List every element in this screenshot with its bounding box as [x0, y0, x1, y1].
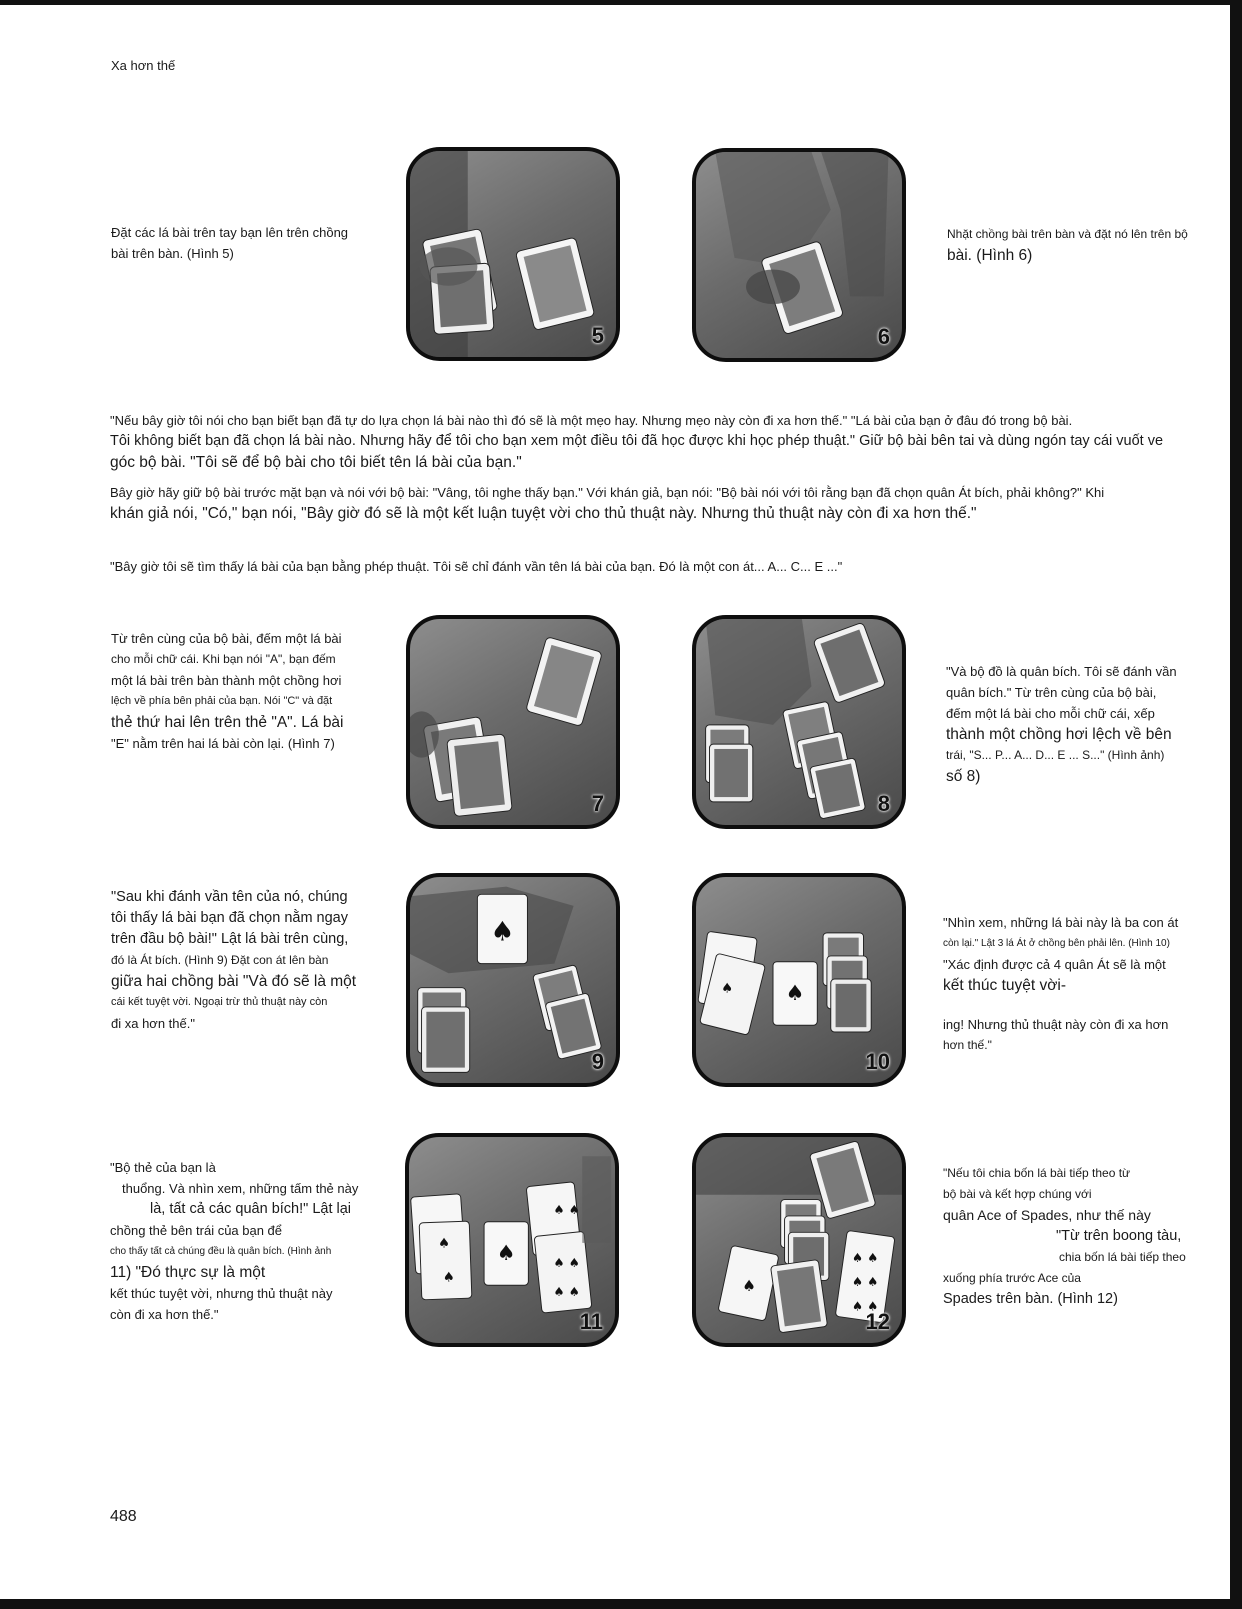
svg-text:♠: ♠: [437, 1235, 450, 1252]
paragraph-2: Bây giờ hãy giữ bộ bài trước mặt bạn và nói với bộ bài: "Vâng, tôi nghe thấy bạn." Với khán giả, bạn nói: "Bộ bài nói với tôi rằng bạn đã chọn quân Át bích, phải không?" Khi khán giả nói, "Có," bạn nói, "Bây giờ đó sẽ là một kết luận tuyệt vời cho thủ thuật này. Nhưng thủ thuật này còn đi xa hơn thế.": [110, 485, 1105, 522]
photo-figure-11: [405, 1133, 619, 1347]
caption-figure-12: "Nếu tôi chia bốn lá bài tiếp theo từ bộ bài và kết hợp chúng với quân Ace of Spades, như thế này "Từ trên boong tàu, chia bốn lá bài tiếp theo xuống phía trước Ace của Spades trên bàn. (Hình 12): [943, 1166, 1186, 1307]
svg-text:♠: ♠: [721, 980, 734, 997]
caption-figure-5: Đặt các lá bài trên tay bạn lên trên chồng bài trên bàn. (Hình 5): [111, 225, 349, 261]
page-number: 488: [110, 1508, 137, 1525]
photo-figure-8: [692, 615, 906, 829]
photo-figure-12: [692, 1133, 906, 1347]
svg-text:♠ ♠: ♠ ♠: [851, 1298, 879, 1314]
photo-figure-9: [406, 873, 620, 1087]
figure-number: 5: [591, 323, 604, 348]
figure-number: 7: [591, 791, 604, 816]
photo-figure-6: [692, 148, 906, 362]
photo-figure-8-scene: [696, 619, 902, 825]
svg-text:♠: ♠: [490, 916, 515, 948]
photo-figure-5-scene: [410, 151, 616, 357]
figure-number: 12: [865, 1309, 890, 1334]
caption-figure-7: Từ trên cùng của bộ bài, đếm một lá bài cho mỗi chữ cái. Khi bạn nói "A", bạn đếm một lá bài trên bàn thành một chồng hơi lệch về phía bên phải của bạn. Nói "C" và đặt thẻ thứ hai lên trên thẻ "A". Lá bài "E" nằm trên hai lá bài còn lại. (Hình 7): [111, 631, 344, 751]
svg-text:♠ ♠: ♠ ♠: [851, 1250, 879, 1266]
bottom-border: [0, 1599, 1242, 1609]
svg-text:♠: ♠: [742, 1277, 757, 1296]
page-header: Xa hơn thế: [111, 58, 176, 73]
svg-text:♠ ♠: ♠ ♠: [553, 1283, 580, 1299]
caption-figure-6: Nhặt chồng bài trên bàn và đặt nó lên trên bộ bài. (Hình 6): [947, 227, 1188, 264]
caption-figure-9: "Sau khi đánh vần tên của nó, chúng tôi thấy lá bài bạn đã chọn nằm ngay trên đầu bộ bài!" Lật lá bài trên cùng, đó là Át bích. (Hình 9) Đặt con át lên bàn giữa hai chồng bài "Và đó sẽ là một cái kết tuyệt vời. Ngoại trừ thủ thuật này còn đi xa hơn thế.": [111, 889, 357, 1031]
figure-number: 11: [579, 1309, 603, 1334]
svg-text:♠ ♠: ♠ ♠: [553, 1254, 580, 1270]
caption-figure-11: "Bộ thẻ của bạn là thuổng. Và nhìn xem, những tấm thẻ này là, tất cả các quân bích!" Lật lại chồng thẻ bên trái của bạn để cho thấy tất cả chúng đều là quân bích. (Hình ảnh 11) "Đó thực sự là một kết thúc tuyệt vời, nhưng thủ thuật này còn đi xa hơn thế.": [110, 1160, 359, 1322]
svg-text:♠ ♠: ♠ ♠: [553, 1202, 580, 1218]
svg-text:♠: ♠: [496, 1240, 516, 1266]
photo-figure-9-scene: [410, 877, 616, 1083]
figure-number: 6: [877, 324, 890, 349]
figure-number: 8: [877, 791, 890, 816]
photo-figure-7-scene: [410, 619, 616, 825]
top-border: [0, 0, 1242, 5]
caption-figure-10: "Nhìn xem, những lá bài này là ba con át còn lại." Lật 3 lá Át ở chồng bên phải lên. (Hình 10) "Xác định được cả 4 quân Át sẽ là một kết thúc tuyệt vời- ing! Nhưng thủ thuật này còn đi xa hơn hơn thế.": [943, 915, 1179, 1052]
svg-text:♠ ♠: ♠ ♠: [851, 1274, 879, 1290]
photo-figure-6-scene: [696, 152, 902, 358]
photo-figure-7: [406, 615, 620, 829]
photo-figure-10: [692, 873, 906, 1087]
paragraph-1: "Nếu bây giờ tôi nói cho bạn biết bạn đã tự do lựa chọn lá bài nào thì đó sẽ là một mẹo hay. Nhưng mẹo này còn đi xa hơn thế." "Lá bài của bạn ở đâu đó trong bộ bài. Tôi không biết bạn đã chọn lá bài nào. Nhưng hãy để tôi cho bạn xem một điều tôi đã học được khi học phép thuật." Giữ bộ bài bên tai và dùng ngón tay cái vuốt ve góc bộ bài. "Tôi sẽ để bộ bài cho tôi biết tên lá bài của bạn.": [110, 413, 1164, 471]
paragraph-3: "Bây giờ tôi sẽ tìm thấy lá bài của bạn bằng phép thuật. Tôi sẽ chỉ đánh vần tên lá bài của bạn. Đó là một con át... A... C... E ...": [110, 559, 843, 574]
svg-text:♠: ♠: [785, 980, 805, 1006]
photo-figure-5: [406, 147, 620, 361]
svg-text:♠: ♠: [442, 1269, 455, 1286]
figure-number: 10: [865, 1049, 890, 1074]
right-border: [1230, 0, 1242, 1609]
figure-number: 9: [591, 1049, 604, 1074]
caption-figure-8: "Và bộ đồ là quân bích. Tôi sẽ đánh vần quân bích." Từ trên cùng của bộ bài, đếm một lá bài cho mỗi chữ cái, xếp thành một chồng hơi lệch về bên trái, "S... P... A... D... E ... S..." (Hình ảnh) số 8): [946, 664, 1177, 785]
